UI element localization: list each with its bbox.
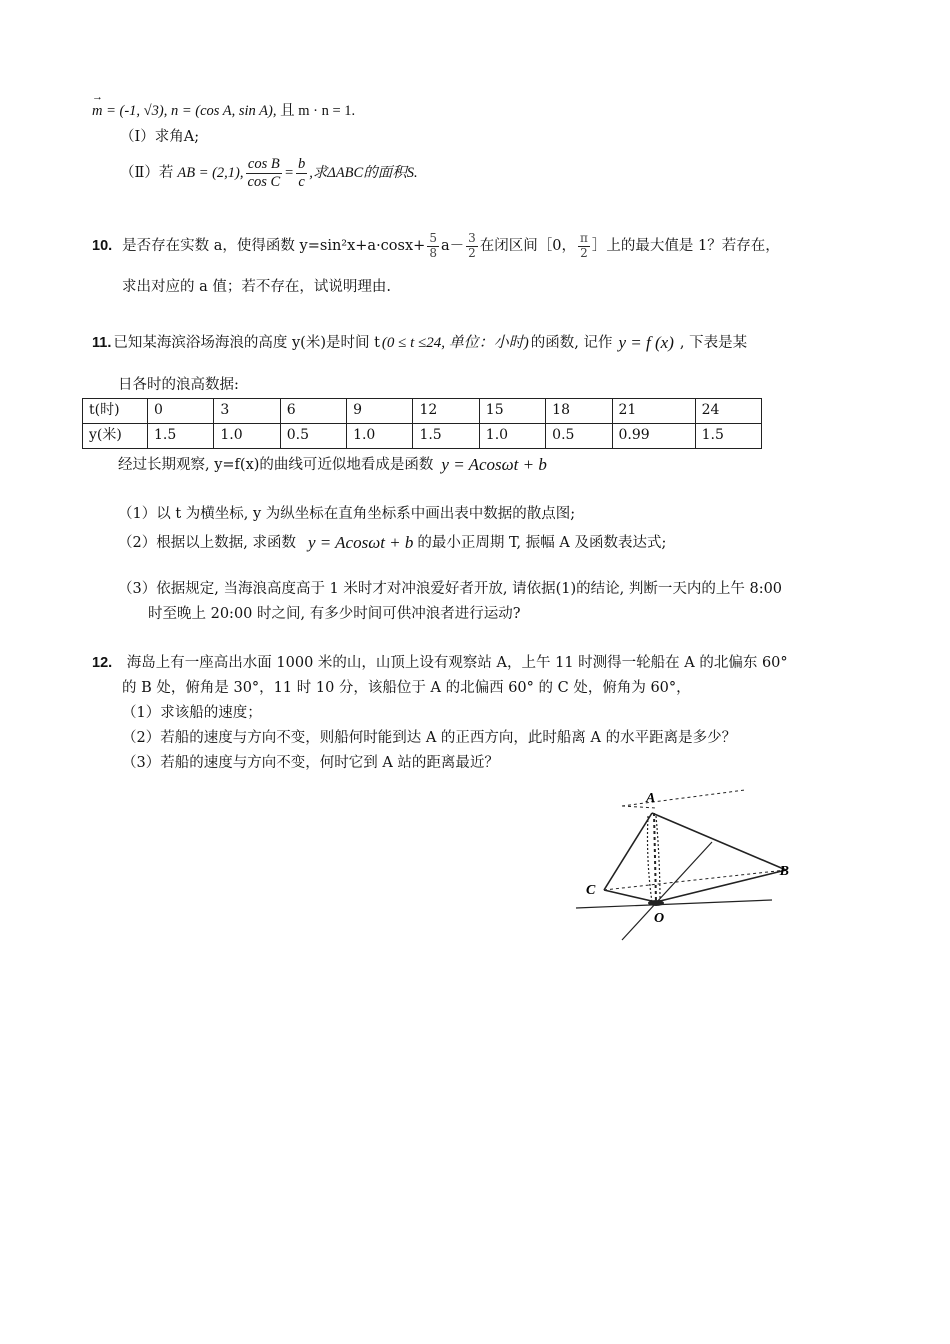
- label-b: B: [779, 864, 789, 879]
- table-cell: 1.5: [148, 424, 214, 449]
- q11-observe: 经过长期观察, y=f(x)的曲线可近似地看成是函数 y = Acosωt + b: [118, 452, 547, 478]
- observation-figure: [560, 780, 790, 950]
- dashed-horizon-line: [622, 790, 745, 806]
- table-cell: 9: [347, 399, 413, 424]
- ground-line: [576, 900, 772, 908]
- label-o: O: [654, 911, 665, 926]
- q9-part2-suffix: ,求ΔABC的面积S.: [309, 164, 418, 181]
- edge-ab: [652, 813, 786, 870]
- label-a: A: [646, 791, 656, 806]
- table-cell: 0.99: [612, 424, 695, 449]
- height-ao: [654, 813, 656, 902]
- q9-frac-cos: $\frac{\text{cos B}}{\text{cos C}}$: [247, 156, 281, 190]
- q12-part2: （2）若船的速度与方向不变，则船何时能到达 A 的正西方向，此时船离 A 的水平距离是多少？: [122, 730, 737, 746]
- table-cell: y(米): [83, 424, 148, 449]
- table-row-height: [83, 424, 762, 449]
- q11-number: 11.: [92, 334, 112, 351]
- q11-part1: （1）以 t 为横坐标, y 为纵坐标在直角坐标系中画出表中数据的散点图;: [118, 506, 576, 522]
- wave-data-table: [82, 398, 762, 449]
- q12-number: 12.: [92, 655, 113, 671]
- q11-intro-line2: 日各时的浪高数据:: [118, 377, 239, 393]
- table-cell: 1.0: [347, 424, 413, 449]
- q11-intro: 11. 已知某海滨浴场海浪的高度 y(米)是时间 t (0 ≤ t ≤24, 单位：小时) 的函数, 记作 y = f (x) , 下表是某: [92, 330, 747, 356]
- q12-line2: 的 B 处，俯角是 30°，11 时 10 分，该船位于 A 的北偏西 60° 的 C 处，俯角为 60°，: [122, 680, 691, 696]
- table-cell: 0: [148, 399, 214, 424]
- q12-line1: 12. 海岛上有一座高出水面 1000 米的山，山顶上设有观察站 A，上午 11 时测得一轮船在 A 的北偏东 60°: [92, 655, 788, 671]
- table-cell: 1.5: [413, 424, 479, 449]
- table-cell: 1.0: [214, 424, 280, 449]
- edge-ob: [656, 870, 786, 902]
- table-cell: 1.5: [695, 424, 761, 449]
- q10-number: 10.: [92, 238, 113, 255]
- q9-given-n: n = (cos A, sin A): [170, 103, 273, 119]
- q9-part1: （Ⅰ）求角A;: [120, 129, 200, 145]
- q11-range: (0 ≤ t ≤24, 单位：小时): [381, 334, 529, 351]
- q11-model: y = Acosωt + b: [441, 455, 547, 474]
- q9-given-m: → m = (-1, √3): [92, 100, 164, 122]
- q9-part2-ab: AB = (2,1),: [177, 164, 244, 181]
- table-cell: t(时): [83, 399, 148, 424]
- table-row-time: [83, 399, 762, 424]
- table-cell: 12: [413, 399, 479, 424]
- q9-part2: （Ⅱ）若 AB = (2,1), $\frac{\text{cos B}}{\text{cos C}}$ = $\frac{b}{c}$ ,求ΔABC的面积S.: [120, 156, 418, 190]
- table-cell: 18: [546, 399, 612, 424]
- q10-frac-5-8: $\frac{5}{8}$: [429, 231, 437, 260]
- table-cell: 6: [280, 399, 346, 424]
- q11-part3-line1: （3）依据规定, 当海浪高度高于 1 米时才对冲浪爱好者开放, 请依据(1)的结论, 判断一天内的上午 8:00: [118, 581, 783, 597]
- mountain-outline: [648, 816, 661, 902]
- table-cell: 0.5: [546, 424, 612, 449]
- edge-cb-dashed: [604, 870, 786, 890]
- q9-given-cond: 且 m · n = 1.: [280, 103, 356, 119]
- q11-part2-model: y = Acosωt + b: [307, 533, 414, 552]
- q9-given: → m = (-1, √3), n = (cos A, sin A), 且 m · n = 1.: [92, 100, 355, 122]
- q10-line1: 10. 是否存在实数 a，使得函数 y=sin²x+a·cosx+ $\frac{5}{8}$ a－ $\frac{3}{2}$ 在闭区间［0， $\frac{\pi}{2}$ ］上的最大值是 1？若存在，: [92, 231, 780, 260]
- q10-line2: 求出对应的 a 值；若不存在，试说明理由.: [122, 279, 391, 295]
- label-c: C: [586, 883, 596, 898]
- table-cell: 21: [612, 399, 695, 424]
- q11-func: y = f (x): [618, 333, 674, 352]
- base-o-marker: [648, 900, 664, 906]
- table-cell: 24: [695, 399, 761, 424]
- q12-part3: （3）若船的速度与方向不变，何时它到 A 站的距离最近？: [122, 755, 499, 771]
- q9-part2-prefix: （Ⅱ）若: [120, 164, 174, 181]
- table-cell: 1.0: [479, 424, 545, 449]
- table-cell: 3: [214, 399, 280, 424]
- table-cell: 0.5: [280, 424, 346, 449]
- table-cell: 15: [479, 399, 545, 424]
- edge-co: [604, 890, 656, 902]
- q11-part2: （2）根据以上数据, 求函数 y = Acosωt + b 的最小正周期 T, 振幅 A 及函数表达式;: [118, 530, 666, 556]
- q10-frac-pi-2: $\frac{\pi}{2}$: [579, 231, 588, 260]
- q11-part3-line2: 时至晚上 20:00 时之间, 有多少时间可供冲浪者进行运动?: [148, 606, 521, 622]
- q12-part1: （1）求该船的速度；: [122, 705, 262, 721]
- edge-ac: [604, 813, 652, 890]
- q9-frac-bc: $\frac{b}{c}$: [297, 156, 306, 190]
- q10-frac-3-2: $\frac{3}{2}$: [468, 231, 476, 260]
